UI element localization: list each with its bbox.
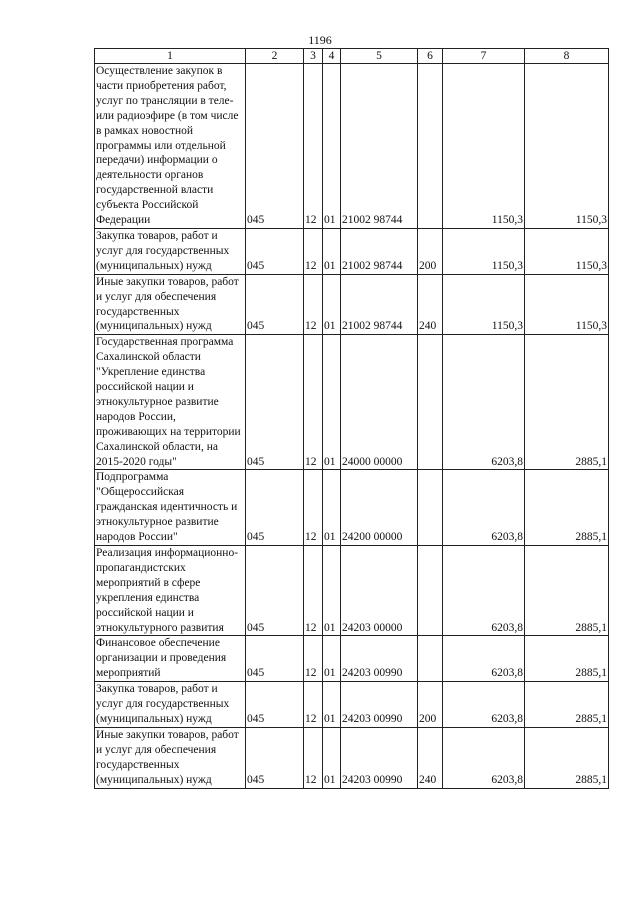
target-code: 24203 00000: [341, 546, 418, 636]
amount-2: 2885,1: [525, 636, 609, 682]
item-name: Реализация информационно-пропагандистских мероприятий в сфере укрепления единства российской нации и этнокультурного развития: [95, 546, 246, 636]
page-number: 1196: [308, 33, 332, 47]
amount-2: 2885,1: [525, 546, 609, 636]
amount-1: 6203,8: [443, 727, 525, 788]
column-header: 1: [95, 49, 246, 64]
ministry-code: 045: [246, 64, 304, 229]
amount-1: 6203,8: [443, 470, 525, 546]
subsection-code: 01: [323, 727, 341, 788]
section-code: 12: [304, 470, 323, 546]
column-header: 7: [443, 49, 525, 64]
ministry-code: 045: [246, 727, 304, 788]
table-row: [95, 636, 609, 682]
amount-1: 6203,8: [443, 335, 525, 470]
amount-1: 1150,3: [443, 64, 525, 229]
section-code: 12: [304, 546, 323, 636]
section-code: 12: [304, 682, 323, 728]
amount-2: 1150,3: [525, 64, 609, 229]
table-row: [95, 274, 609, 335]
section-code: 12: [304, 274, 323, 335]
expense-type-code: 200: [418, 228, 443, 274]
column-header: 4: [323, 49, 341, 64]
amount-2: 1150,3: [525, 274, 609, 335]
table-row: [95, 470, 609, 546]
ministry-code: 045: [246, 228, 304, 274]
column-header: 2: [246, 49, 304, 64]
item-name: Подпрограмма "Общероссийская гражданская идентичность и этнокультурное развитие народов России": [95, 470, 246, 546]
ministry-code: 045: [246, 546, 304, 636]
target-code: 24000 00000: [341, 335, 418, 470]
subsection-code: 01: [323, 335, 341, 470]
target-code: 24203 00990: [341, 682, 418, 728]
subsection-code: 01: [323, 682, 341, 728]
column-header: 5: [341, 49, 418, 64]
amount-1: 6203,8: [443, 636, 525, 682]
section-code: 12: [304, 636, 323, 682]
table-row: [95, 727, 609, 788]
table-row: [95, 335, 609, 470]
subsection-code: 01: [323, 470, 341, 546]
section-code: 12: [304, 64, 323, 229]
table-row: [95, 228, 609, 274]
amount-2: 2885,1: [525, 470, 609, 546]
expense-type-code: [418, 636, 443, 682]
subsection-code: 01: [323, 228, 341, 274]
target-code: 21002 98744: [341, 274, 418, 335]
item-name: Закупка товаров, работ и услуг для государственных (муниципальных) нужд: [95, 228, 246, 274]
amount-2: 2885,1: [525, 727, 609, 788]
section-code: 12: [304, 228, 323, 274]
expense-type-code: 200: [418, 682, 443, 728]
target-code: 24203 00990: [341, 636, 418, 682]
ministry-code: 045: [246, 335, 304, 470]
amount-2: 1150,3: [525, 228, 609, 274]
target-code: 21002 98744: [341, 64, 418, 229]
section-code: 12: [304, 727, 323, 788]
target-code: 24203 00990: [341, 727, 418, 788]
amount-1: 6203,8: [443, 546, 525, 636]
subsection-code: 01: [323, 636, 341, 682]
target-code: 24200 00000: [341, 470, 418, 546]
subsection-code: 01: [323, 64, 341, 229]
amount-2: 2885,1: [525, 682, 609, 728]
expense-type-code: 240: [418, 274, 443, 335]
item-name: Государственная программа Сахалинской области "Укрепление единства российской нации и этнокультурное развитие народов России, проживающих на территории Сахалинской области, на 2015-2020 годы": [95, 335, 246, 470]
amount-1: 1150,3: [443, 228, 525, 274]
expense-type-code: [418, 64, 443, 229]
item-name: Иные закупки товаров, работ и услуг для обеспечения государственных (муниципальных) нужд: [95, 727, 246, 788]
table-row: [95, 546, 609, 636]
item-name: Финансовое обеспечение организации и проведения мероприятий: [95, 636, 246, 682]
expense-type-code: [418, 335, 443, 470]
amount-1: 1150,3: [443, 274, 525, 335]
column-header: 6: [418, 49, 443, 64]
table-row: [95, 682, 609, 728]
target-code: 21002 98744: [341, 228, 418, 274]
ministry-code: 045: [246, 470, 304, 546]
table-header-row: [95, 49, 609, 64]
ministry-code: 045: [246, 636, 304, 682]
ministry-code: 045: [246, 682, 304, 728]
item-name: Закупка товаров, работ и услуг для государственных (муниципальных) нужд: [95, 682, 246, 728]
expense-type-code: [418, 470, 443, 546]
expense-type-code: 240: [418, 727, 443, 788]
column-header: 8: [525, 49, 609, 64]
amount-2: 2885,1: [525, 335, 609, 470]
section-code: 12: [304, 335, 323, 470]
table-row: [95, 64, 609, 229]
expense-type-code: [418, 546, 443, 636]
amount-1: 6203,8: [443, 682, 525, 728]
item-name: Осуществление закупок в части приобретения работ, услуг по трансляции в теле- или радиоэфире (в том числе в рамках новостной программы или отдельной передачи) информации о деятельности органов государственной власти субъекта Российской Федерации: [95, 64, 246, 229]
column-header: 3: [304, 49, 323, 64]
budget-table: [94, 48, 609, 789]
ministry-code: 045: [246, 274, 304, 335]
item-name: Иные закупки товаров, работ и услуг для обеспечения государственных (муниципальных) нужд: [95, 274, 246, 335]
subsection-code: 01: [323, 546, 341, 636]
subsection-code: 01: [323, 274, 341, 335]
